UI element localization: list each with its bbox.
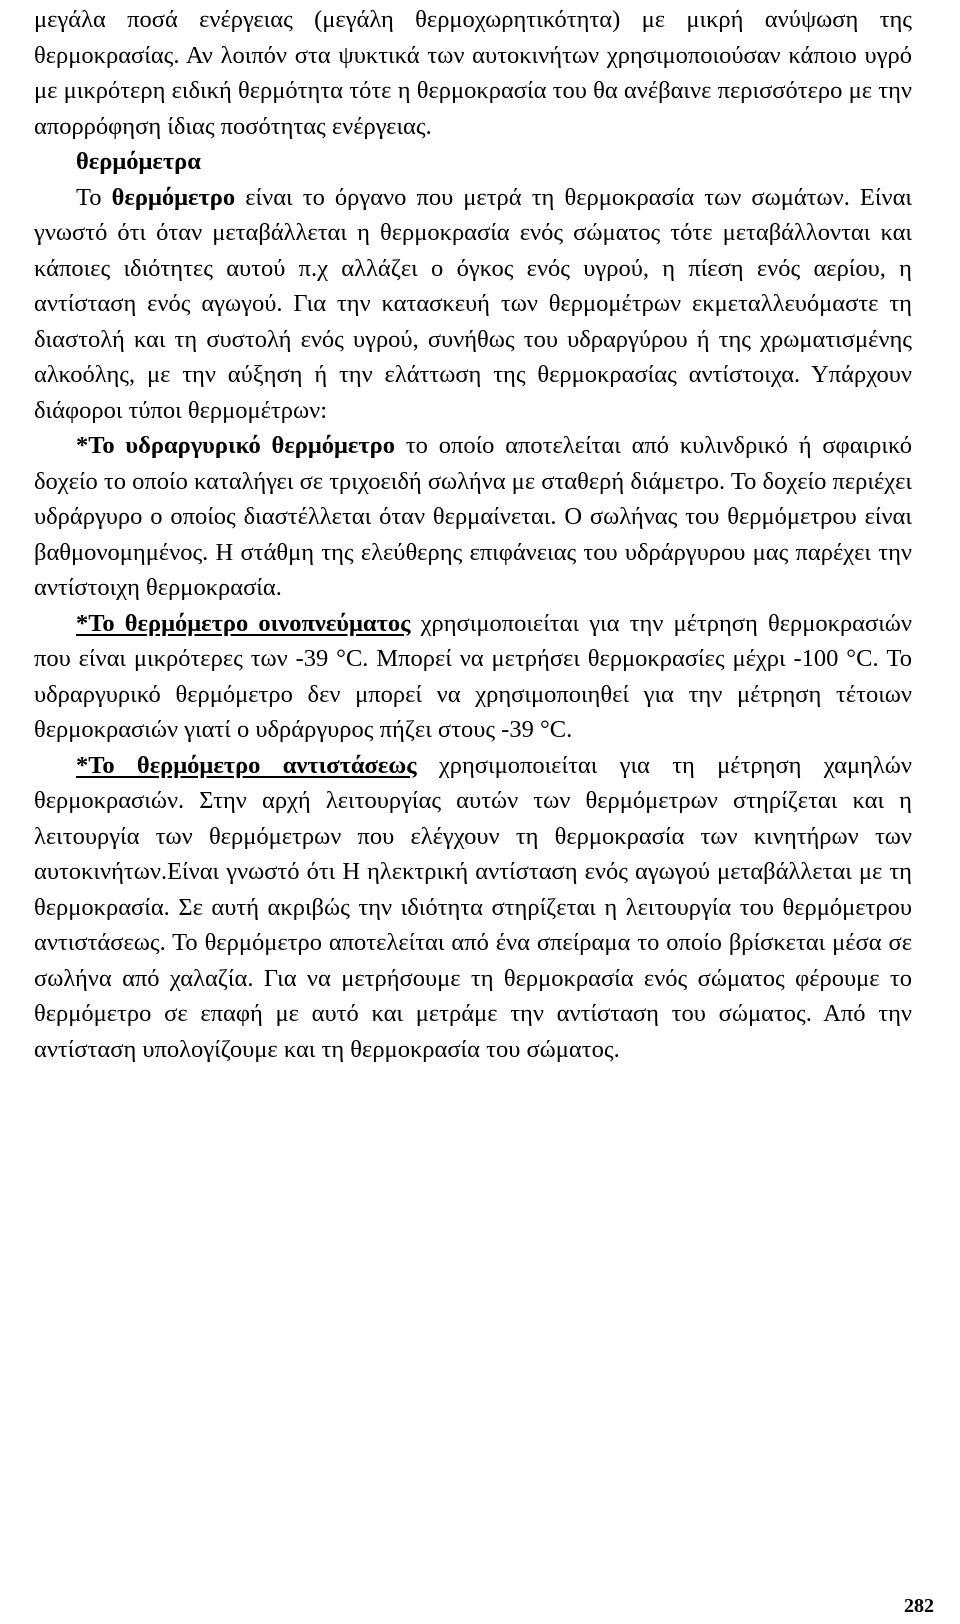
definition-start: Το	[76, 183, 112, 211]
document-page	[34, 2, 912, 1067]
alcohol-thermometer-text: χρησιμοποιείται για την μέτρηση θερμοκρασιών που είναι μικρότερες των -39 °C. Μπορεί να μετρήσει θερμοκρασίες μέχρι -100 °C. Το υδραργυρικό θερμόμετρο δεν μπορεί να χρησιμοποιηθεί για την μέτρηση τέτοιων θερμοκρασιών γιατί ο υδράργυρος πήζει στους -39 °C.	[34, 609, 913, 743]
section-heading: θερμόμετρα	[76, 148, 201, 175]
mercury-thermometer-paragraph	[34, 428, 912, 606]
definition-term: θερμόμετρο	[111, 183, 236, 211]
intro-paragraph: μεγάλα ποσά ενέργειας (μεγάλη θερμοχωρητικότητα) με μικρή ανύψωση της θερμοκρασίας. Αν λοιπόν στα ψυκτικά των αυτοκινήτων χρησιμοποιούσαν κάποιο υγρό με μικρότερη ειδική θερμότητα τότε η θερμοκρασία του θα ανέβαινε περισσότερο με την απορρόφηση ίδιας ποσότητας ενέργειας.	[34, 6, 912, 140]
mercury-thermometer-label: *Το υδραργυρικό θερμόμετρο	[76, 432, 396, 459]
definition-text: είναι το όργανο που μετρά τη θερμοκρασία των σωμάτων. Είναι γνωστό ότι όταν μεταβάλλεται η θερμοκρασία ενός σώματος τότε μεταβάλλονται και κάποιες ιδιότητες αυτού π.χ αλλάζει ο όγκος ενός υγρού, η πίεση ενός αερίου, η αντίσταση ενός αγωγού. Για την κατασκευή των θερμομέτρων εκμεταλλευόμαστε τη διαστολή και τη συστολή ενός υγρού, συνήθως του υδραργύρου ή της χρωματισμένης αλκοόλης, με την αύξηση ή την ελάττωση της θερμοκρασίας αντίστοιχα. Υπάρχουν διάφοροι τύποι θερμομέτρων:	[34, 183, 912, 424]
resistance-thermometer-label: *Το θερμόμετρο αντιστάσεως	[76, 751, 417, 779]
resistance-thermometer-text: χρησιμοποιείται για τη μέτρηση χαμηλών θερμοκρασιών. Στην αρχή λειτουργίας αυτών των θερμόμετρων στηρίζεται και η λειτουργία των θερμόμετρων που ελέγχουν τη θερμοκρασία των κινητήρων των αυτοκινήτων.Είναι γνωστό ότι Η ηλεκτρική αντίσταση ενός αγωγού μεταβάλλεται με τη θερμοκρασία. Σε αυτή ακριβώς την ιδιότητα στηρίζεται η λειτουργία του θερμόμετρου αντιστάσεως. Το θερμόμετρο αποτελείται από ένα σπείραμα το οποίο βρίσκεται μέσα σε σωλήνα από χαλαζία. Για να μετρήσουμε τη θερμοκρασία ενός σώματος φέρουμε το θερμόμετρο σε επαφή με αυτό και μετράμε την αντίσταση του σώματος. Από την αντίσταση υπολογίζουμε και τη θερμοκρασία του σώματος.	[34, 751, 912, 1063]
definition-paragraph	[34, 180, 912, 429]
mercury-thermometer-text: το οποίο αποτελείται από κυλινδρικό ή σφαιρικό δοχείο το οποίο καταλήγει σε τριχοειδή σωλήνα με σταθερή διάμετρο. Το δοχείο περιέχει υδράργυρο ο οποίος διαστέλλεται όταν θερμαίνεται. Ο σωλήνας του θερμόμετρου είναι βαθμονομημένος. Η στάθμη της ελεύθερης επιφάνειας του υδράργυρου μας παρέχει την αντίστοιχη θερμοκρασία.	[34, 432, 912, 601]
resistance-thermometer-paragraph	[34, 748, 912, 1068]
page-number: 282	[904, 1595, 934, 1617]
alcohol-thermometer-label: *Το θερμόμετρο οινοπνεύματος	[76, 609, 411, 637]
alcohol-thermometer-paragraph	[34, 606, 912, 748]
